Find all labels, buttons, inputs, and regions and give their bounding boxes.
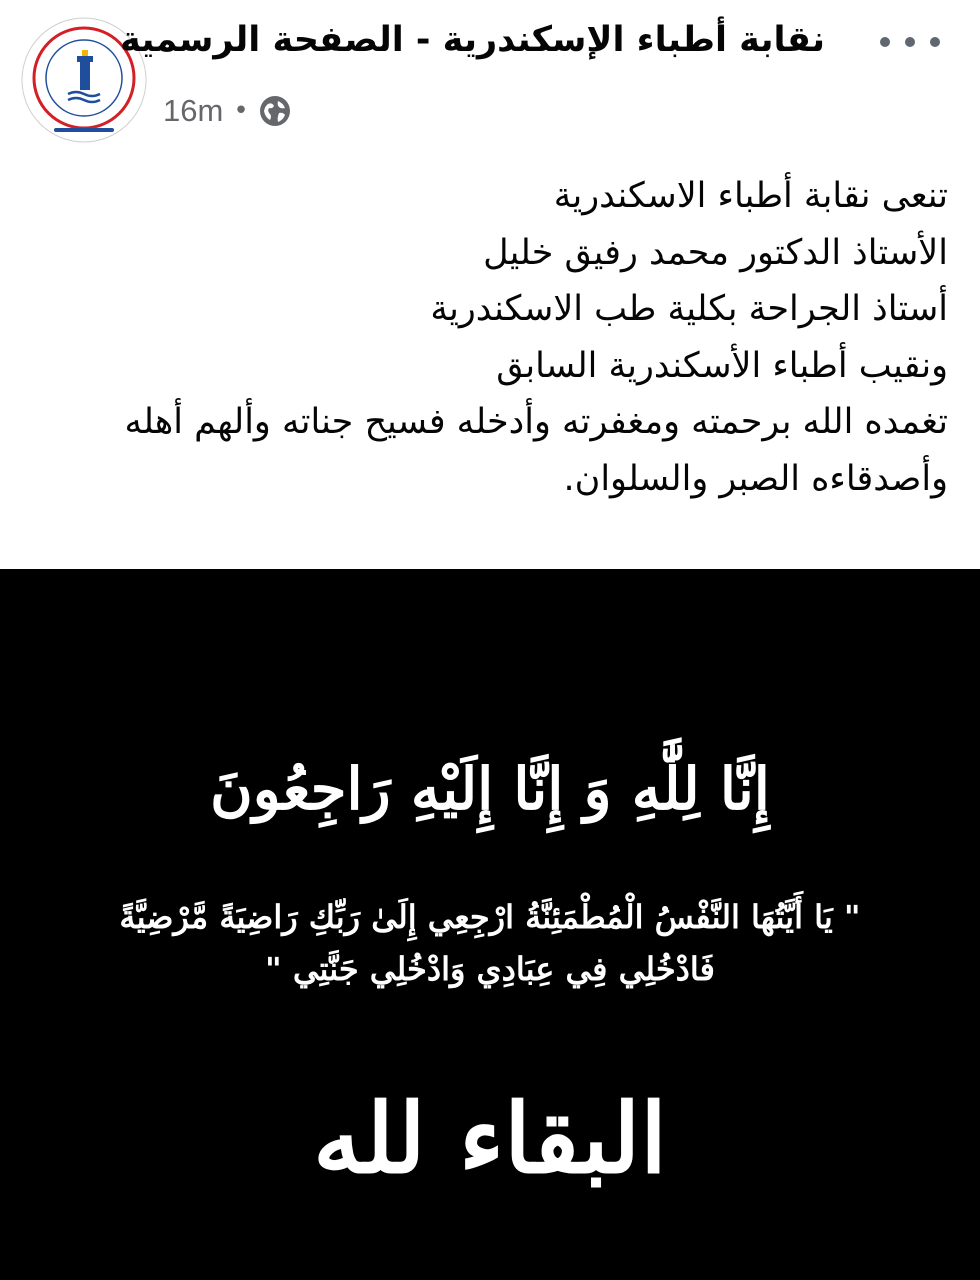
- caption-line: تغمده الله برحمته ومغفرته وأدخله فسيح جناته وألهم أهله: [124, 402, 948, 442]
- dot-icon: [930, 37, 940, 47]
- globe-icon[interactable]: [259, 95, 291, 127]
- post-header: [0, 0, 980, 150]
- post-meta: [163, 88, 291, 134]
- meta-separator: •: [233, 96, 249, 126]
- post-caption: [48, 168, 948, 507]
- condolence-image[interactable]: [0, 569, 980, 1280]
- caption-line: ونقيب أطباء الأسكندرية السابق: [496, 345, 948, 386]
- caption-line: الأستاذ الدكتور محمد رفيق خليل: [483, 232, 948, 273]
- quran-quote: [0, 891, 980, 995]
- quote-line: فَادْخُلِي فِي عِبَادِي وَادْخُلِي جَنَّتِي ": [265, 950, 715, 988]
- caption-line: أستاذ الجراحة بكلية طب الاسكندرية: [430, 289, 948, 329]
- more-options-button[interactable]: [880, 26, 940, 58]
- quote-line: " يَا أَيَّتُهَا النَّفْسُ الْمُطْمَئِنَّةُ ارْجِعِي إِلَىٰ رَبِّكِ رَاضِيَةً مَّرْضِيَّةً: [119, 898, 861, 936]
- caption-line: وأصدقاءه الصبر والسلوان.: [563, 458, 948, 499]
- closing-phrase: البقاء لله: [313, 1082, 667, 1195]
- dot-icon: [905, 37, 915, 47]
- caption-line: تنعى نقابة أطباء الاسكندرية: [553, 176, 948, 216]
- dot-icon: [880, 37, 890, 47]
- page-name-link[interactable]: نقابة أطباء الإسكندرية - الصفحة الرسمية: [119, 20, 825, 60]
- post-time[interactable]: 16m: [163, 93, 224, 128]
- quran-verse-heading: إِنَّا لِلَّٰهِ وَ إِنَّا إِلَيْهِ رَاجِعُونَ: [210, 755, 770, 823]
